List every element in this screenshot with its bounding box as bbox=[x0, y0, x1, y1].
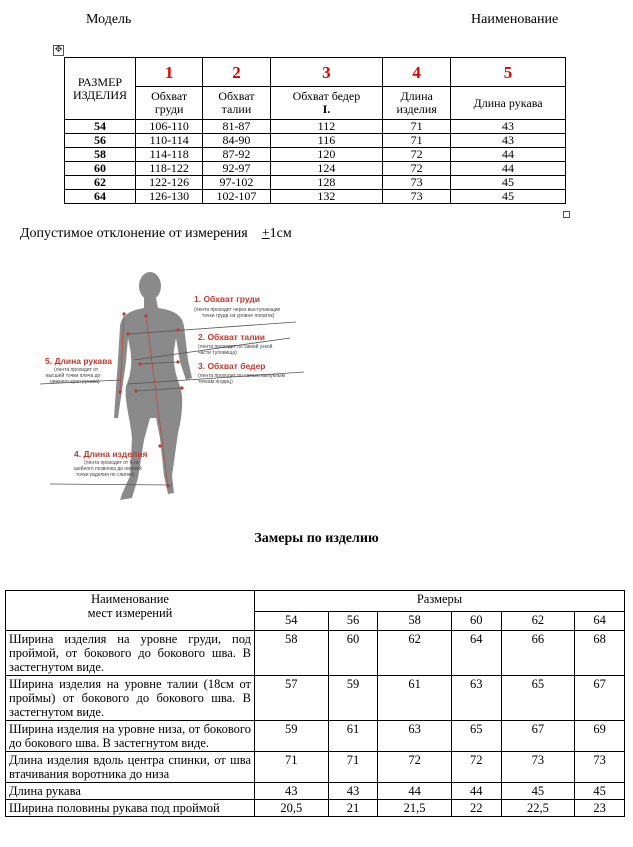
sleeve-cell: 45 bbox=[451, 176, 566, 190]
table-resize-handle-icon[interactable] bbox=[563, 211, 570, 218]
size-row bbox=[65, 148, 566, 162]
fig-note-sleeve-b: высшей точки плеча до bbox=[46, 373, 101, 379]
col-num-4: 4 bbox=[383, 58, 451, 87]
meas-value-cell: 43 bbox=[328, 783, 378, 800]
meas-value-cell: 44 bbox=[378, 783, 452, 800]
col-num-5: 5 bbox=[451, 58, 566, 87]
waist-cell: 84-90 bbox=[203, 134, 270, 148]
meas-row bbox=[6, 800, 625, 817]
fig-note-chest-b: точки груди на уровне лопаток) bbox=[202, 313, 275, 319]
meas-value-cell: 64 bbox=[451, 631, 501, 676]
meas-value-cell: 22,5 bbox=[501, 800, 575, 817]
meas-value-cell: 57 bbox=[255, 676, 329, 721]
meas-value-cell: 23 bbox=[575, 800, 625, 817]
meas-row-label: Ширина изделия на уровне груди, под проймой, от бокового до бокового шва. В застегнутом виде. bbox=[6, 631, 255, 676]
meas-row bbox=[6, 721, 625, 752]
size-cell: 60 bbox=[65, 162, 136, 176]
waist-cell: 92-97 bbox=[203, 162, 270, 176]
length-cell: 71 bbox=[383, 120, 451, 134]
meas-value-cell: 67 bbox=[501, 721, 575, 752]
chest-cell: 126-130 bbox=[136, 190, 203, 204]
col-head-sleeve: Длина рукава bbox=[451, 87, 566, 120]
col-head-length: Длина изделия bbox=[383, 87, 451, 120]
col-num-2: 2 bbox=[203, 58, 270, 87]
meas-size-header-cell: 56 bbox=[328, 612, 378, 631]
meas-sizes-header: Размеры bbox=[255, 591, 625, 612]
sleeve-cell: 43 bbox=[451, 134, 566, 148]
fig-note-hips-b: точкам ягодиц) bbox=[198, 379, 233, 385]
length-cell: 72 bbox=[383, 148, 451, 162]
col-num-3: 3 bbox=[270, 58, 383, 87]
meas-row bbox=[6, 676, 625, 721]
size-cell: 64 bbox=[65, 190, 136, 204]
meas-size-header-cell: 60 bbox=[451, 612, 501, 631]
fig-note-sleeve-c: нижнего края рукава) bbox=[50, 379, 100, 385]
col-num-1: 1 bbox=[136, 58, 203, 87]
chest-cell: 122-126 bbox=[136, 176, 203, 190]
size-cell: 62 bbox=[65, 176, 136, 190]
sleeve-cell: 44 bbox=[451, 148, 566, 162]
meas-value-cell: 71 bbox=[255, 752, 329, 783]
fig-note-length-a: (лента проходит от 6-го bbox=[84, 460, 139, 466]
waist-cell: 97-102 bbox=[203, 176, 270, 190]
col-head-waist: Обхват талии bbox=[203, 87, 270, 120]
sleeve-cell: 45 bbox=[451, 190, 566, 204]
hips-cell: 120 bbox=[270, 148, 383, 162]
meas-value-cell: 60 bbox=[328, 631, 378, 676]
length-cell: 72 bbox=[383, 162, 451, 176]
size-row bbox=[65, 162, 566, 176]
chest-cell: 114-118 bbox=[136, 148, 203, 162]
size-table bbox=[64, 57, 566, 204]
meas-row-label: Ширина изделия на уровне талии (18см от проймы) от бокового до бокового шва. В застегнутом виде. bbox=[6, 676, 255, 721]
size-row bbox=[65, 176, 566, 190]
meas-row bbox=[6, 631, 625, 676]
fig-label-chest: 1. Обхват груди bbox=[194, 294, 260, 304]
meas-name-header: Наименование мест измерений bbox=[6, 591, 255, 631]
meas-size-header-cell: 62 bbox=[501, 612, 575, 631]
meas-value-cell: 72 bbox=[378, 752, 452, 783]
meas-row-label: Ширина изделия на уровне низа, от бокового до бокового шва. В застегнутом виде. bbox=[6, 721, 255, 752]
tolerance-pm: + bbox=[261, 226, 270, 241]
meas-value-cell: 45 bbox=[575, 783, 625, 800]
fig-note-length-b: шейного позвонка до нижней bbox=[74, 466, 142, 472]
meas-value-cell: 58 bbox=[255, 631, 329, 676]
table-move-handle-icon[interactable]: ✥ bbox=[54, 45, 63, 55]
size-corner-label-1: РАЗМЕР bbox=[77, 74, 123, 89]
hips-cell: 128 bbox=[270, 176, 383, 190]
waist-cell: 81-87 bbox=[203, 120, 270, 134]
meas-value-cell: 66 bbox=[501, 631, 575, 676]
meas-value-cell: 43 bbox=[255, 783, 329, 800]
meas-value-cell: 73 bbox=[575, 752, 625, 783]
length-cell: 73 bbox=[383, 190, 451, 204]
meas-value-cell: 44 bbox=[451, 783, 501, 800]
col-head-hips: Обхват бедер I. bbox=[270, 87, 383, 120]
meas-size-header-cell: 58 bbox=[378, 612, 452, 631]
size-corner-cell bbox=[65, 58, 136, 120]
meas-value-cell: 72 bbox=[451, 752, 501, 783]
size-row bbox=[65, 134, 566, 148]
fig-label-hips: 3. Обхват бедер bbox=[198, 361, 266, 371]
meas-value-cell: 59 bbox=[328, 676, 378, 721]
hips-cell: 112 bbox=[270, 120, 383, 134]
measurements-table bbox=[5, 590, 625, 817]
size-row bbox=[65, 190, 566, 204]
meas-value-cell: 73 bbox=[501, 752, 575, 783]
chest-cell: 110-114 bbox=[136, 134, 203, 148]
fig-note-waist-b: части туловища) bbox=[198, 350, 237, 356]
meas-row-label: Длина изделия вдоль центра спинки, от шва втачивания воротника до низа bbox=[6, 752, 255, 783]
meas-value-cell: 62 bbox=[378, 631, 452, 676]
body-measurement-figure bbox=[40, 268, 320, 513]
hips-cell: 124 bbox=[270, 162, 383, 176]
tolerance-value: 1см bbox=[269, 226, 292, 241]
length-cell: 73 bbox=[383, 176, 451, 190]
meas-value-cell: 67 bbox=[575, 676, 625, 721]
meas-value-cell: 61 bbox=[378, 676, 452, 721]
meas-row-label: Ширина половины рукава под проймой bbox=[6, 800, 255, 817]
sleeve-cell: 44 bbox=[451, 162, 566, 176]
meas-value-cell: 71 bbox=[328, 752, 378, 783]
meas-value-cell: 22 bbox=[451, 800, 501, 817]
meas-value-cell: 20,5 bbox=[255, 800, 329, 817]
meas-size-header-cell: 64 bbox=[575, 612, 625, 631]
meas-value-cell: 59 bbox=[255, 721, 329, 752]
meas-value-cell: 61 bbox=[328, 721, 378, 752]
meas-value-cell: 69 bbox=[575, 721, 625, 752]
fig-note-hips-a: (лента проходит по самым выпуклым bbox=[198, 373, 285, 379]
meas-value-cell: 65 bbox=[451, 721, 501, 752]
size-cell: 58 bbox=[65, 148, 136, 162]
tolerance-text: Допустимое отклонение от измерения bbox=[20, 226, 248, 241]
chest-cell: 106-110 bbox=[136, 120, 203, 134]
meas-row bbox=[6, 752, 625, 783]
meas-value-cell: 21,5 bbox=[378, 800, 452, 817]
meas-value-cell: 63 bbox=[451, 676, 501, 721]
meas-value-cell: 63 bbox=[378, 721, 452, 752]
meas-value-cell: 45 bbox=[501, 783, 575, 800]
meas-value-cell: 65 bbox=[501, 676, 575, 721]
size-row bbox=[65, 120, 566, 134]
fig-label-sleeve: 5. Длина рукава bbox=[45, 356, 112, 366]
fig-note-sleeve-a: (лента проходит от bbox=[54, 367, 99, 373]
tolerance-note bbox=[20, 226, 292, 242]
fig-note-length-c: точки изделия по спинке) bbox=[76, 472, 135, 478]
name-label: Наименование bbox=[471, 12, 559, 27]
size-cell: 54 bbox=[65, 120, 136, 134]
meas-size-header-cell: 54 bbox=[255, 612, 329, 631]
col-head-chest: Обхват груди bbox=[136, 87, 203, 120]
fig-label-waist: 2. Обхват талии bbox=[198, 332, 265, 342]
length-cell: 71 bbox=[383, 134, 451, 148]
size-cell: 56 bbox=[65, 134, 136, 148]
hips-cell: 132 bbox=[270, 190, 383, 204]
model-label: Модель bbox=[86, 12, 132, 27]
meas-value-cell: 68 bbox=[575, 631, 625, 676]
meas-row bbox=[6, 783, 625, 800]
sleeve-cell: 43 bbox=[451, 120, 566, 134]
chest-cell: 118-122 bbox=[136, 162, 203, 176]
measurements-title: Замеры по изделию bbox=[254, 531, 379, 546]
meas-row-label: Длина рукава bbox=[6, 783, 255, 800]
fig-note-waist-a: (лента проходит по самой узкой bbox=[198, 344, 273, 350]
meas-value-cell: 21 bbox=[328, 800, 378, 817]
fig-note-chest-a: (лента проходит через выступающие bbox=[194, 307, 281, 313]
hips-cell: 116 bbox=[270, 134, 383, 148]
waist-cell: 87-92 bbox=[203, 148, 270, 162]
size-corner-label-2: ИЗДЕЛИЯ bbox=[72, 87, 128, 102]
fig-label-length: 4. Длина изделия bbox=[74, 449, 148, 459]
waist-cell: 102-107 bbox=[203, 190, 270, 204]
